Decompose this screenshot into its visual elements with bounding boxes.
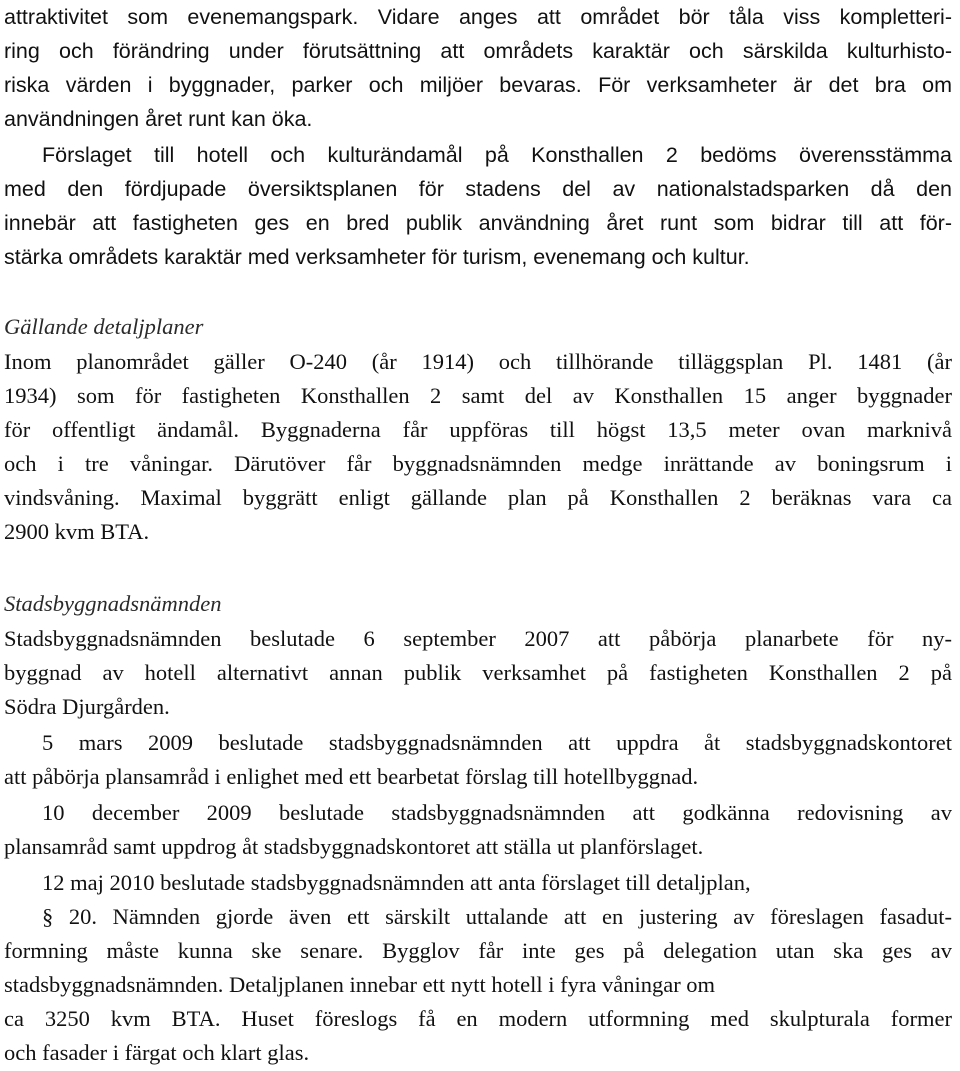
text-line: riska värden i byggnader, parker och miljöer bevaras. För verksamheter är det bra om xyxy=(4,73,952,97)
text-line: 10 december 2009 beslutade stadsbyggnadsnämnden att godkänna redovisning av xyxy=(42,800,952,825)
text-line: Inom planområdet gäller O-240 (år 1914) och tillhörande tilläggsplan Pl. 1481 (år xyxy=(4,349,952,374)
text-line: byggnad av hotell alternativt annan publik verksamhet på fastigheten Konsthallen 2 på xyxy=(4,660,952,685)
text-line: § 20. Nämnden gjorde även ett särskilt uttalande att en justering av föreslagen fasadut- xyxy=(42,904,952,929)
text-line: plansamråd samt uppdrog åt stadsbyggnadskontoret att ställa ut planförslaget. xyxy=(4,834,704,859)
text-line: Förslaget till hotell och kulturändamål på Konsthallen 2 bedöms överensstämma xyxy=(42,143,952,167)
text-line: 1934) som för fastigheten Konsthallen 2 samt del av Konsthallen 15 anger byggnader xyxy=(4,383,952,408)
text-line: ca 3250 kvm BTA. Huset föreslogs få en modern utformning med skulpturala former xyxy=(4,1006,952,1031)
text-line: 12 maj 2010 beslutade stadsbyggnadsnämnden att anta förslaget till detaljplan, xyxy=(42,870,751,895)
section-heading: Stadsbyggnadsnämnden xyxy=(4,591,222,616)
text-line: formning måste kunna ske senare. Bygglov får inte ges på delegation utan ska ges av xyxy=(4,938,952,963)
text-line: vindsvåning. Maximal byggrätt enligt gällande plan på Konsthallen 2 beräknas vara ca xyxy=(4,485,952,510)
text-line: att påbörja plansamråd i enlighet med ett bearbetat förslag till hotellbyggnad. xyxy=(4,764,699,789)
text-line: ring och förändring under förutsättning att områdets karaktär och särskilda kulturhisto- xyxy=(4,39,952,63)
text-line: för offentligt ändamål. Byggnaderna får uppföras till högst 13,5 meter ovan marknivå xyxy=(4,417,952,442)
text-line: attraktivitet som evenemangspark. Vidare anges att området bör tåla viss kompletteri- xyxy=(4,5,952,29)
text-line: med den fördjupade översiktsplanen för stadens del av nationalstadsparken då den xyxy=(4,177,952,201)
text-line: Stadsbyggnadsnämnden beslutade 6 september 2007 att påbörja planarbete för ny- xyxy=(4,626,952,651)
text-line: stärka områdets karaktär med verksamheter för turism, evenemang och kultur. xyxy=(4,245,750,269)
text-line: användningen året runt kan öka. xyxy=(4,107,313,131)
text-line: stadsbyggnadsnämnden. Detaljplanen innebar ett nytt hotell i fyra våningar om xyxy=(4,972,716,997)
text-line: 5 mars 2009 beslutade stadsbyggnadsnämnden att uppdra åt stadsbyggnadskontoret xyxy=(42,730,952,755)
text-line: 2900 kvm BTA. xyxy=(4,519,150,544)
section-heading: Gällande detaljplaner xyxy=(4,314,204,339)
text-line: Södra Djurgården. xyxy=(4,694,170,719)
text-line: och i tre våningar. Därutöver får byggnadsnämnden medge inrättande av boningsrum i xyxy=(4,451,952,476)
text-line: innebär att fastigheten ges en bred publik användning året runt som bidrar till att för- xyxy=(4,211,952,235)
text-line: och fasader i färgat och klart glas. xyxy=(4,1040,310,1065)
